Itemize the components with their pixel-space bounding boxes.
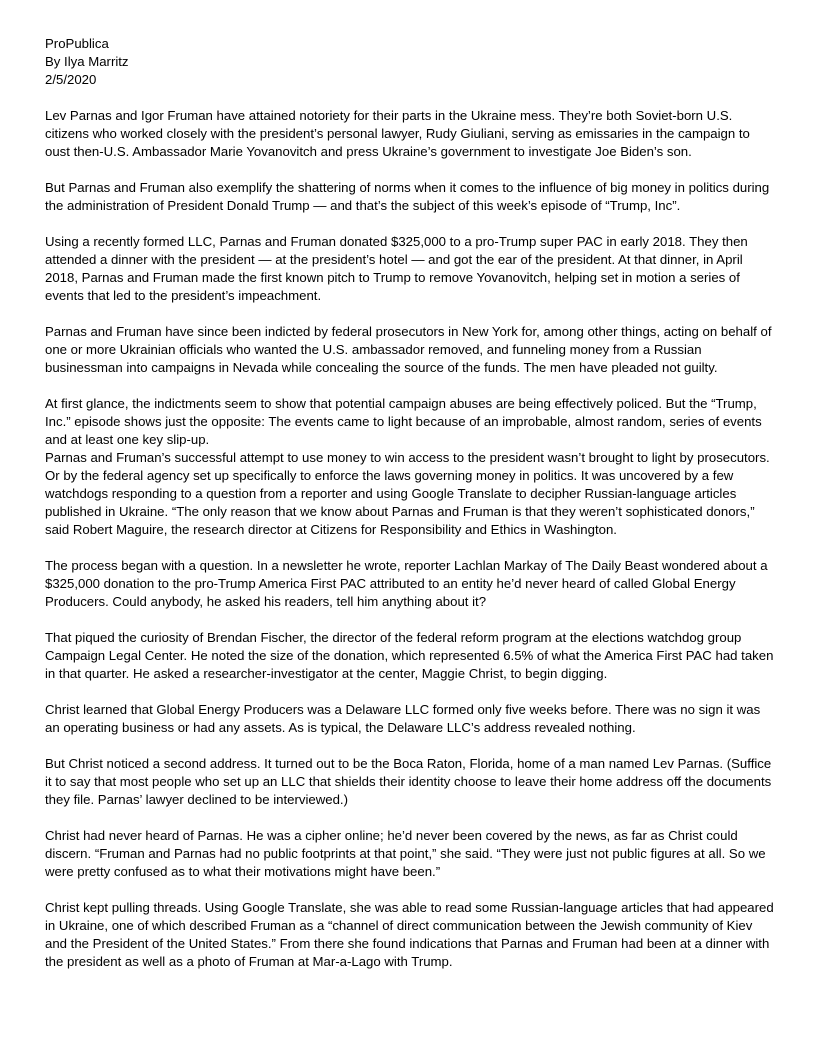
paragraph: Christ learned that Global Energy Producers was a Delaware LLC formed only five weeks before. There was no sign it was an operating business or had any assets. As is typical, the Delaware LLC’s address revealed nothing. xyxy=(45,702,761,735)
paragraph: Parnas and Fruman have since been indicted by federal prosecutors in New York for, among other things, acting on behalf of one or more Ukrainian officials who wanted the U.S. ambassador removed, and funneling money from a Russian businessman into campaigns in Nevada while concealing the source of the funds. The men have pleaded not guilty. xyxy=(45,324,772,375)
byline: By Ilya Marritz xyxy=(45,54,129,69)
paragraph: The process began with a question. In a newsletter he wrote, reporter Lachlan Markay of The Daily Beast wondered about a $325,000 donation to the pro-Trump America First PAC attributed to an entity he’d never heard of called Global Energy Producers. Could anybody, he asked his readers, tell him anything about it? xyxy=(45,558,768,609)
article-body xyxy=(45,107,775,971)
paragraph: But Christ noticed a second address. It turned out to be the Boca Raton, Florida, home of a man named Lev Parnas. (Suffice it to say that most people who set up an LLC that shields their identity choose to leave their home address off the documents they file. Parnas’ lawyer declined to be interviewed.) xyxy=(45,756,772,807)
paragraph: At first glance, the indictments seem to show that potential campaign abuses are being effectively policed. But the “Trump, Inc.” episode shows just the opposite: The events came to light because of an improbable, almost random, series of events and at least one key slip-up. xyxy=(45,396,762,447)
paragraph: Using a recently formed LLC, Parnas and Fruman donated $325,000 to a pro-Trump super PAC in early 2018. They then attended a dinner with the president — at the president’s hotel — and got the ear of the president. At that dinner, in April 2018, Parnas and Fruman made the first known pitch to Trump to remove Yovanovitch, helping set in motion a series of events that led to the president’s impeachment. xyxy=(45,234,748,303)
paragraph: Lev Parnas and Igor Fruman have attained notoriety for their parts in the Ukraine mess. They’re both Soviet-born U.S. citizens who worked closely with the president’s personal lawyer, Rudy Giuliani, serving as emissaries in the campaign to oust then-U.S. Ambassador Marie Yovanovitch and press Ukraine’s government to investigate Joe Biden’s son. xyxy=(45,108,750,159)
publication-name: ProPublica xyxy=(45,36,109,51)
paragraph: But Parnas and Fruman also exemplify the shattering of norms when it comes to the influence of big money in politics during the administration of President Donald Trump — and that’s the subject of this week’s episode of “Trump, Inc”. xyxy=(45,180,770,213)
paragraph: Parnas and Fruman’s successful attempt to use money to win access to the president wasn’t brought to light by prosecutors. Or by the federal agency set up specifically to enforce the laws governing money in politics. It was uncovered by a few watchdogs responding to a question from a reporter and using Google Translate to decipher Russian-language articles published in Ukraine. “The only reason that we know about Parnas and Fruman is that they weren’t sophisticated donors,” said Robert Maguire, the research director at Citizens for Responsibility and Ethics in Washington. xyxy=(45,450,770,537)
paragraph: Christ had never heard of Parnas. He was a cipher online; he’d never been covered by the news, as far as Christ could discern. “Fruman and Parnas had no public footprints at that point,” she said. “They were just not public figures at all. So we were pretty confused as to what their motivations might have been.” xyxy=(45,828,766,879)
document-page xyxy=(45,35,775,971)
paragraph: Christ kept pulling threads. Using Google Translate, she was able to read some Russian-language articles that had appeared in Ukraine, one of which described Fruman as a “channel of direct communication between the Jewish community of Kiev and the President of the United States.” From there she found indications that Parnas and Fruman had been at a dinner with the president as well as a photo of Fruman at Mar-a-Lago with Trump. xyxy=(45,900,774,969)
publish-date: 2/5/2020 xyxy=(45,72,97,87)
document-header xyxy=(45,35,775,89)
paragraph: That piqued the curiosity of Brendan Fischer, the director of the federal reform program at the elections watchdog group Campaign Legal Center. He noted the size of the donation, which represented 6.5% of what the America First PAC had taken in that quarter. He asked a researcher-investigator at the center, Maggie Christ, to begin digging. xyxy=(45,630,774,681)
